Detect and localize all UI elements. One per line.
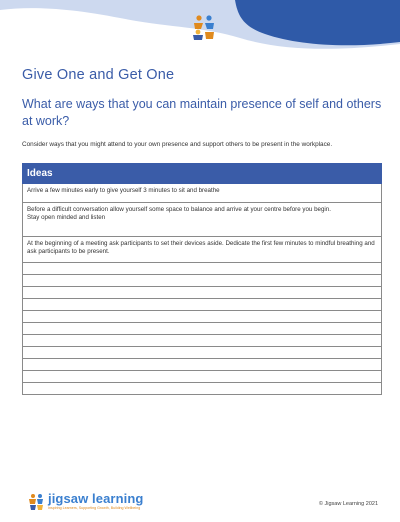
table-row [23, 184, 382, 203]
page-title: Give One and Get One [22, 67, 175, 83]
empty-cell [23, 263, 382, 275]
table-row-empty [23, 371, 382, 383]
empty-cell [23, 311, 382, 323]
table-header-row [23, 164, 382, 184]
table-row [23, 237, 382, 263]
instructions-text: Consider ways that you might attend to your own presence and support others to be present in the workplace. [22, 141, 333, 148]
ideas-header: Ideas [23, 164, 382, 184]
idea-cell: At the beginning of a meeting ask participants to set their devices aside. Dedicate the first few minutes to mindful breathing and ask participants to be present. [23, 237, 382, 263]
brand-tagline: Inspiring Learners, Supporting Growth, Building Wellbeing [48, 506, 141, 510]
idea-text: Stay open minded and listen [27, 214, 106, 221]
idea-text: Before a difficult conversation allow yourself some space to balance and arrive at your centre before you begin. [27, 206, 331, 213]
jigsaw-people-logo-icon [28, 493, 44, 510]
table-row-empty [23, 287, 382, 299]
empty-cell [23, 335, 382, 347]
table-row-empty [23, 383, 382, 395]
empty-cell [23, 323, 382, 335]
table-row-empty [23, 275, 382, 287]
table-row-empty [23, 323, 382, 335]
empty-cell [23, 371, 382, 383]
table-row [23, 203, 382, 237]
empty-cell [23, 359, 382, 371]
idea-cell: Arrive a few minutes early to give yourself 3 minutes to sit and breathe [23, 184, 382, 203]
table-row-empty [23, 335, 382, 347]
idea-cell [23, 203, 382, 237]
copyright-text: © Jigsaw Learning 2021 [318, 501, 378, 507]
empty-cell [23, 287, 382, 299]
table-row-empty [23, 311, 382, 323]
page-subtitle: What are ways that you can maintain presence of self and others at work? [22, 97, 382, 128]
empty-cell [23, 383, 382, 395]
table-row-empty [23, 347, 382, 359]
empty-cell [23, 275, 382, 287]
empty-cell [23, 299, 382, 311]
table-row-empty [23, 359, 382, 371]
jigsaw-people-logo-icon [192, 14, 216, 40]
table-row-empty [23, 263, 382, 275]
empty-cell [23, 347, 382, 359]
brand-name: jigsaw learning [48, 491, 144, 506]
table-row-empty [23, 299, 382, 311]
ideas-table [22, 163, 382, 395]
